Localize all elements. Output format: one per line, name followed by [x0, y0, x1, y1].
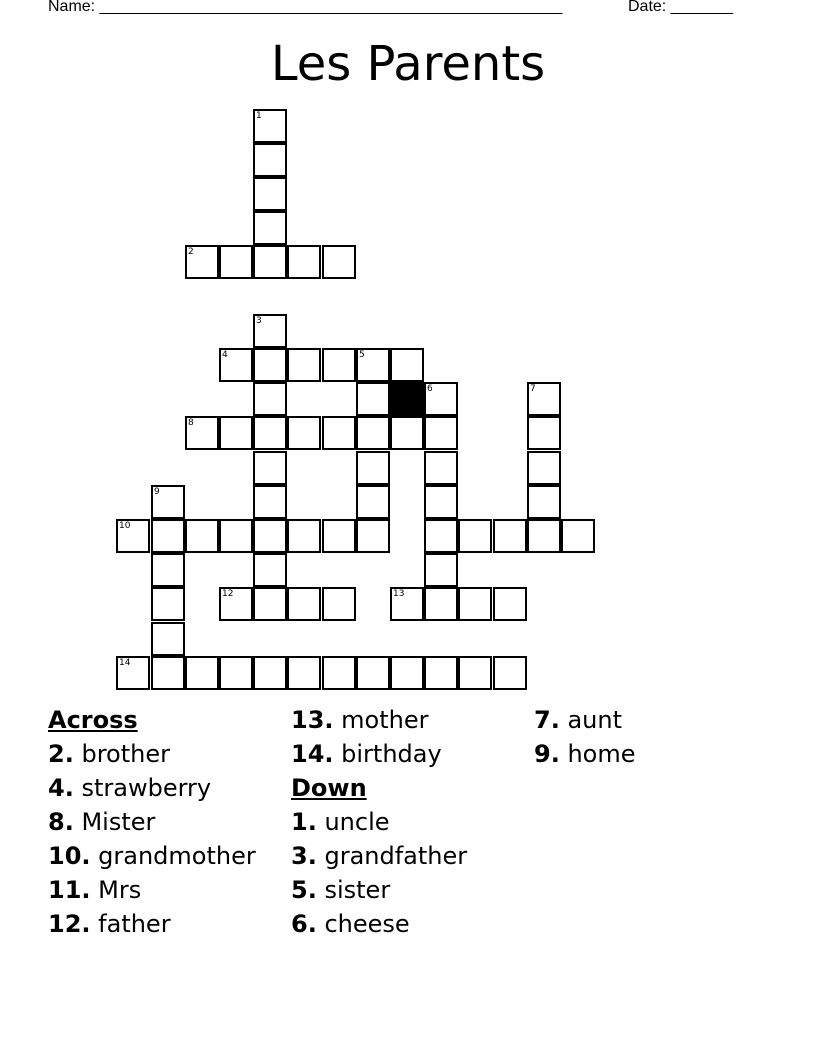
grid-cell[interactable]: [322, 416, 356, 450]
clue-number-label: 10: [119, 521, 131, 531]
grid-cell[interactable]: [253, 587, 287, 621]
grid-cell[interactable]: [219, 656, 253, 690]
grid-cell[interactable]: [185, 656, 219, 690]
clue-number-label: 7: [530, 384, 536, 394]
clue-item-number: 4.: [48, 774, 74, 802]
clue-item-text: Mister: [81, 808, 156, 836]
grid-cell[interactable]: [253, 211, 287, 245]
clue-item-text: grandfather: [324, 842, 468, 870]
grid-cell[interactable]: [356, 519, 390, 553]
grid-cell[interactable]: [287, 348, 321, 382]
grid-cell[interactable]: [151, 587, 185, 621]
grid-cell[interactable]: [219, 519, 253, 553]
clue-item: [291, 703, 467, 737]
clue-item-number: 1.: [291, 808, 317, 836]
clue-number-label: 3: [256, 316, 262, 326]
grid-cell[interactable]: [287, 587, 321, 621]
grid-cell[interactable]: [253, 348, 287, 382]
clue-item-number: 12.: [48, 910, 91, 938]
grid-cell[interactable]: [253, 314, 287, 348]
grid-cell[interactable]: [253, 177, 287, 211]
clue-item-text: strawberry: [81, 774, 212, 802]
grid-cell[interactable]: [116, 519, 150, 553]
grid-cell[interactable]: [493, 587, 527, 621]
clue-number-label: 13: [393, 589, 405, 599]
grid-cell[interactable]: [287, 519, 321, 553]
clue-item: [534, 703, 636, 737]
grid-cell[interactable]: [287, 245, 321, 279]
clue-item: [48, 839, 256, 873]
clue-item: [48, 737, 256, 771]
name-field-label: Name: ____________________________________________________: [48, 0, 563, 15]
grid-cell[interactable]: [219, 245, 253, 279]
clue-item-number: 8.: [48, 808, 74, 836]
clue-item-text: father: [98, 910, 171, 938]
clue-item-text: cheese: [324, 910, 410, 938]
grid-cell[interactable]: [253, 382, 287, 416]
clue-number-label: 1: [256, 111, 262, 121]
grid-cell[interactable]: [185, 245, 219, 279]
grid-cell[interactable]: [424, 451, 458, 485]
date-field-label: Date: _______: [628, 0, 733, 15]
grid-cell[interactable]: [151, 485, 185, 519]
down-heading: Down: [291, 774, 367, 802]
grid-cell[interactable]: [219, 348, 253, 382]
grid-cell[interactable]: [561, 519, 595, 553]
grid-cell[interactable]: [253, 451, 287, 485]
grid-cell[interactable]: [424, 656, 458, 690]
clue-item-number: 9.: [534, 740, 560, 768]
clue-item-text: uncle: [324, 808, 390, 836]
grid-cell[interactable]: [253, 656, 287, 690]
grid-cell[interactable]: [458, 587, 492, 621]
grid-cell[interactable]: [390, 416, 424, 450]
grid-cell[interactable]: [253, 416, 287, 450]
grid-cell[interactable]: [322, 587, 356, 621]
clue-item: [48, 873, 256, 907]
grid-cell[interactable]: [219, 587, 253, 621]
clue-column-1: [48, 703, 256, 941]
clue-item: [291, 873, 467, 907]
grid-cell[interactable]: [356, 656, 390, 690]
clue-number-label: 12: [222, 589, 234, 599]
grid-cell[interactable]: [322, 656, 356, 690]
clue-item: [291, 805, 467, 839]
clue-item-number: 7.: [534, 706, 560, 734]
clue-number-label: 4: [222, 350, 228, 360]
grid-cell[interactable]: [356, 485, 390, 519]
grid-cell[interactable]: [253, 143, 287, 177]
clue-item-number: 10.: [48, 842, 91, 870]
grid-cell[interactable]: [424, 485, 458, 519]
clue-number-label: 9: [154, 487, 160, 497]
clue-item-number: 3.: [291, 842, 317, 870]
grid-cell[interactable]: [424, 519, 458, 553]
clue-item-number: 13.: [291, 706, 334, 734]
clue-item: [48, 771, 256, 805]
grid-cell[interactable]: [151, 553, 185, 587]
grid-cell[interactable]: [527, 382, 561, 416]
grid-cell[interactable]: [356, 416, 390, 450]
clue-column-2: [291, 703, 467, 941]
grid-cell[interactable]: [253, 245, 287, 279]
grid-cell[interactable]: [356, 451, 390, 485]
grid-cell[interactable]: [424, 416, 458, 450]
grid-cell[interactable]: [390, 348, 424, 382]
clue-item-text: home: [567, 740, 636, 768]
grid-cell[interactable]: [527, 485, 561, 519]
grid-cell[interactable]: [424, 587, 458, 621]
grid-cell[interactable]: [493, 519, 527, 553]
grid-cell[interactable]: [151, 656, 185, 690]
clue-item-text: aunt: [567, 706, 623, 734]
grid-cell[interactable]: [458, 656, 492, 690]
clue-item-number: 6.: [291, 910, 317, 938]
grid-cell[interactable]: [356, 348, 390, 382]
clue-item: [534, 737, 636, 771]
grid-cell[interactable]: [219, 416, 253, 450]
clue-item-number: 14.: [291, 740, 334, 768]
clue-number-label: 8: [188, 418, 194, 428]
clue-item: [48, 805, 256, 839]
grid-cell[interactable]: [322, 245, 356, 279]
clue-item: [48, 907, 256, 941]
grid-cell[interactable]: [493, 656, 527, 690]
clue-item-text: grandmother: [98, 842, 256, 870]
grid-cell[interactable]: [116, 656, 150, 690]
clue-column-3: [534, 703, 636, 771]
page-title: Les Parents: [270, 36, 546, 92]
black-cell: [390, 382, 424, 416]
clue-item: [291, 907, 467, 941]
grid-cell[interactable]: [322, 348, 356, 382]
grid-cell[interactable]: [527, 451, 561, 485]
clue-item-text: birthday: [341, 740, 442, 768]
clue-number-label: 5: [359, 350, 365, 360]
clue-item-text: mother: [341, 706, 429, 734]
clue-item: [291, 839, 467, 873]
clue-item-number: 5.: [291, 876, 317, 904]
grid-cell[interactable]: [424, 382, 458, 416]
clue-item: [291, 737, 467, 771]
grid-cell[interactable]: [356, 382, 390, 416]
grid-cell[interactable]: [185, 519, 219, 553]
grid-cell[interactable]: [253, 109, 287, 143]
across-heading: Across: [48, 706, 138, 734]
grid-cell[interactable]: [151, 519, 185, 553]
grid-cell[interactable]: [287, 656, 321, 690]
clue-number-label: 2: [188, 247, 194, 257]
grid-cell[interactable]: [527, 519, 561, 553]
grid-cell[interactable]: [527, 416, 561, 450]
clue-item-number: 2.: [48, 740, 74, 768]
grid-cell[interactable]: [322, 519, 356, 553]
grid-cell[interactable]: [185, 416, 219, 450]
clue-item-text: Mrs: [98, 876, 142, 904]
grid-cell[interactable]: [424, 553, 458, 587]
clue-number-label: 14: [119, 658, 131, 668]
clue-item-text: brother: [81, 740, 170, 768]
clue-item-text: sister: [324, 876, 391, 904]
grid-cell[interactable]: [458, 519, 492, 553]
grid-cell[interactable]: [253, 553, 287, 587]
grid-cell[interactable]: [390, 587, 424, 621]
clue-number-label: 6: [427, 384, 433, 394]
grid-cell[interactable]: [287, 416, 321, 450]
grid-cell[interactable]: [390, 656, 424, 690]
grid-cell[interactable]: [151, 622, 185, 656]
clue-item-number: 11.: [48, 876, 91, 904]
grid-cell[interactable]: [253, 485, 287, 519]
grid-cell[interactable]: [253, 519, 287, 553]
